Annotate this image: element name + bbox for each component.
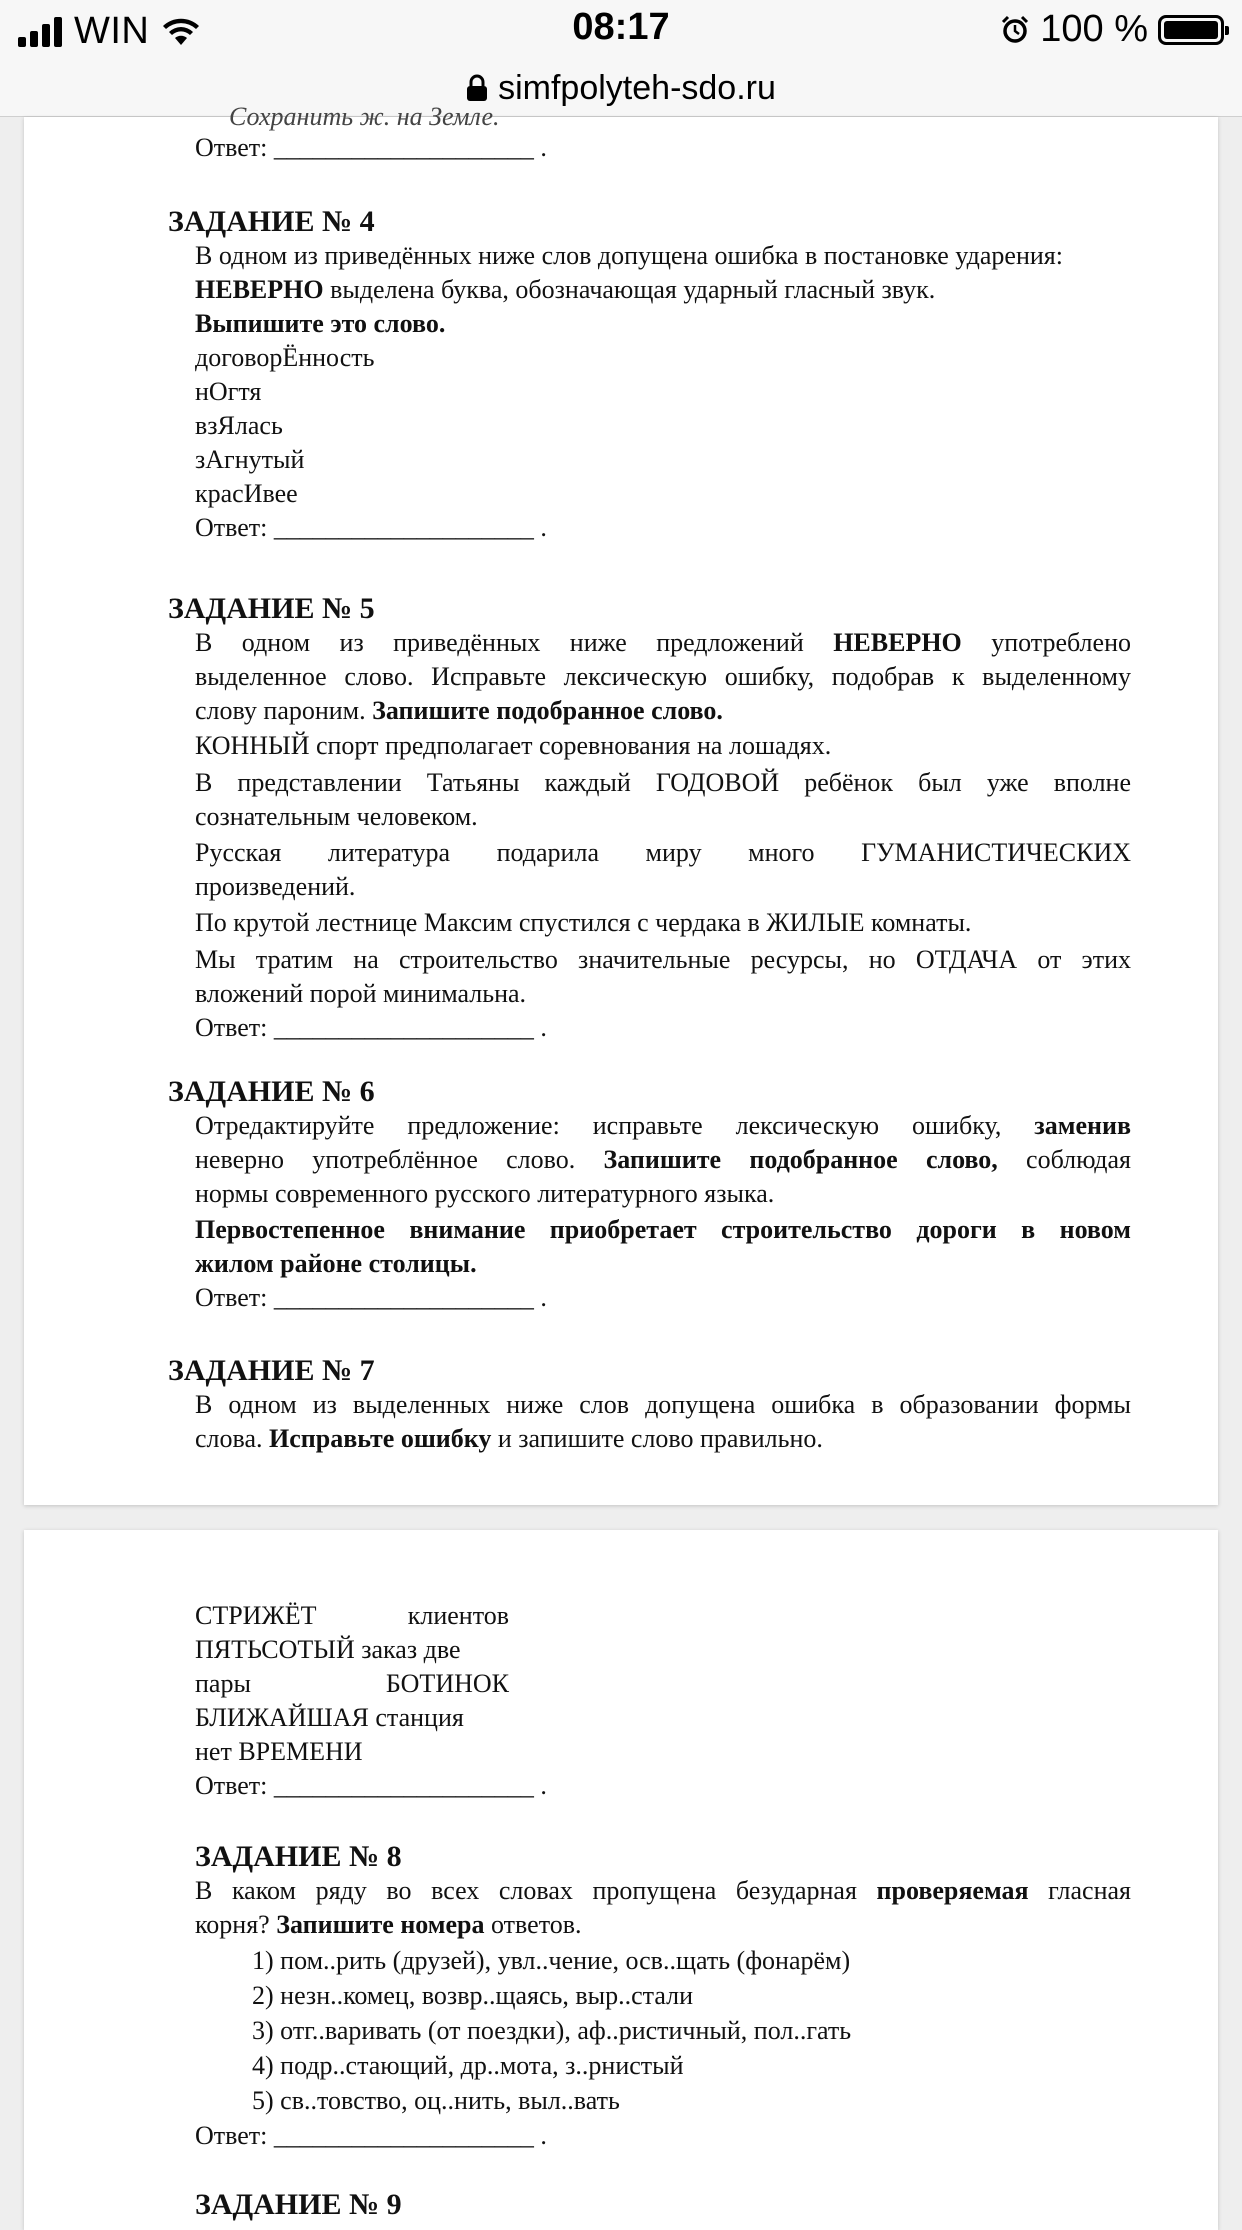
- clock: 08:17: [572, 6, 670, 48]
- word-option: нОгтя: [195, 377, 262, 406]
- emphasis: Запишите подобранное слово.: [372, 696, 723, 725]
- task-6-sentence: Первостепенное внимание приобретает строительство дороги в новом: [195, 1215, 1131, 1244]
- task-5-line-2: выделенное слово. Исправьте лексическую ошибку, подобрав к выделенному: [195, 662, 1131, 691]
- task-5-line-3: [195, 694, 723, 728]
- answer-line: Ответ: ____________________ .: [195, 1283, 547, 1312]
- task-8-option: 3) отг..варивать (от поездки), аф..ристичный, пол..гать: [252, 2016, 852, 2045]
- answer-line: Ответ: ____________________ .: [195, 133, 547, 162]
- task-7-item: пары БОТИНОК: [195, 1669, 509, 1698]
- task-7-item: СТРИЖЁТ клиентов: [195, 1601, 509, 1630]
- answer-line: Ответ: ____________________ .: [195, 513, 547, 542]
- clipped-line: Сохранить ж. на Земле.: [229, 102, 500, 131]
- battery-icon: [1158, 15, 1224, 45]
- task-7-item: нет ВРЕМЕНИ: [195, 1737, 363, 1766]
- task-5-line-1: [195, 626, 1131, 660]
- task-8-option: 4) подр..стающий, др..мота, з..рнистый: [252, 2051, 684, 2080]
- emphasis: Запишите подобранное слово,: [603, 1145, 998, 1174]
- task-7-item: БЛИЖАЙШАЯ станция: [195, 1703, 464, 1732]
- task-7-title: ЗАДАНИЕ № 7: [168, 1354, 375, 1387]
- sentence-5-cont: вложений порой минимальна.: [195, 979, 527, 1008]
- emphasis: Исправьте ошибку: [269, 1424, 492, 1453]
- document-page-1: [24, 102, 1218, 1505]
- text: корня?: [195, 1910, 277, 1939]
- task-8-option: 2) незн..комец, возвр..щаясь, выр..стали: [252, 1981, 694, 2010]
- task-6-line-3: нормы современного русского литературного языка.: [195, 1179, 775, 1208]
- alarm-clock-icon: [1000, 15, 1030, 45]
- emphasis: НЕВЕРНО: [195, 275, 324, 304]
- answer-line: Ответ: ____________________ .: [195, 1771, 547, 1800]
- text: слову пароним.: [195, 696, 373, 725]
- task-8-option: 5) св..товство, оц..нить, выл..вать: [252, 2086, 620, 2115]
- text: Отредактируйте предложение: исправьте лексическую ошибку,: [195, 1111, 1035, 1140]
- text: выделена буква, обозначающая ударный гласный звук.: [323, 275, 936, 304]
- task-7-item: ПЯТЬСОТЫЙ заказ две: [195, 1635, 461, 1664]
- sentence-4: По крутой лестнице Максим спустился с чердака в ЖИЛЫЕ комнаты.: [195, 908, 972, 937]
- text: В одном из приведённых ниже предложений: [195, 628, 834, 657]
- task-4-instruction: Выпишите это слово.: [195, 309, 446, 338]
- text: ответов.: [484, 1910, 582, 1939]
- status-bar: [0, 0, 1242, 60]
- word-option: зАгнутый: [195, 445, 305, 474]
- text: соблюдая: [997, 1145, 1131, 1174]
- document-page-2: [24, 1530, 1218, 2230]
- task-7-line-1: В одном из выделенных ниже слов допущена ошибка в образовании формы: [195, 1390, 1131, 1419]
- url-domain: simfpolyteh-sdo.ru: [498, 68, 776, 107]
- text: В каком ряду во всех словах пропущена безударная: [195, 1876, 877, 1905]
- sentence-3: Русская литература подарила миру много ГУМАНИСТИЧЕСКИХ: [195, 838, 1131, 867]
- task-7-line-2: [195, 1422, 823, 1456]
- emphasis: НЕВЕРНО: [833, 628, 962, 657]
- sentence-2-cont: сознательным человеком.: [195, 802, 478, 831]
- task-4-line-2: [195, 273, 935, 307]
- task-4-line-1: В одном из приведённых ниже слов допущена ошибка в постановке ударения:: [195, 241, 1063, 270]
- text: неверно употреблённое слово.: [195, 1145, 604, 1174]
- task-9-title: ЗАДАНИЕ № 9: [195, 2188, 402, 2221]
- text: употреблено: [961, 628, 1131, 657]
- task-8-line-2: [195, 1908, 582, 1942]
- task-4-title: ЗАДАНИЕ № 4: [168, 205, 375, 238]
- text: слова.: [195, 1424, 269, 1453]
- answer-line: Ответ: ____________________ .: [195, 2121, 547, 2150]
- task-5-title: ЗАДАНИЕ № 5: [168, 592, 375, 625]
- battery-percentage: 100 %: [1040, 8, 1148, 50]
- emphasis: Запишите номера: [276, 1910, 485, 1939]
- sentence-3-cont: произведений.: [195, 872, 356, 901]
- emphasis: заменив: [1034, 1111, 1131, 1140]
- address-bar[interactable]: [0, 60, 1242, 117]
- carrier-name: WIN: [74, 10, 150, 52]
- text: гласная: [1028, 1876, 1131, 1905]
- task-6-line-2: [195, 1143, 1131, 1177]
- answer-line: Ответ: ____________________ .: [195, 1013, 547, 1042]
- task-6-line-1: [195, 1109, 1131, 1143]
- status-right: [1000, 8, 1224, 51]
- lock-icon: [466, 74, 488, 102]
- emphasis: проверяемая: [876, 1876, 1029, 1905]
- sentence-2: В представлении Татьяны каждый ГОДОВОЙ ребёнок был уже вполне: [195, 768, 1131, 797]
- task-8-option: 1) пом..рить (друзей), увл..чение, осв..щать (фонарём): [252, 1946, 851, 1975]
- task-6-sentence-cont: жилом районе столицы.: [195, 1249, 477, 1278]
- task-8-line-1: [195, 1874, 1131, 1908]
- word-option: красИвее: [195, 479, 298, 508]
- sentence-1: КОННЫЙ спорт предполагает соревнования на лошадях.: [195, 731, 832, 760]
- word-option: взЯлась: [195, 411, 283, 440]
- word-option: договорЁнность: [195, 343, 375, 372]
- task-6-title: ЗАДАНИЕ № 6: [168, 1075, 375, 1108]
- sentence-5: Мы тратим на строительство значительные ресурсы, но ОТДАЧА от этих: [195, 945, 1131, 974]
- task-8-title: ЗАДАНИЕ № 8: [195, 1840, 402, 1873]
- text: и запишите слово правильно.: [491, 1424, 823, 1453]
